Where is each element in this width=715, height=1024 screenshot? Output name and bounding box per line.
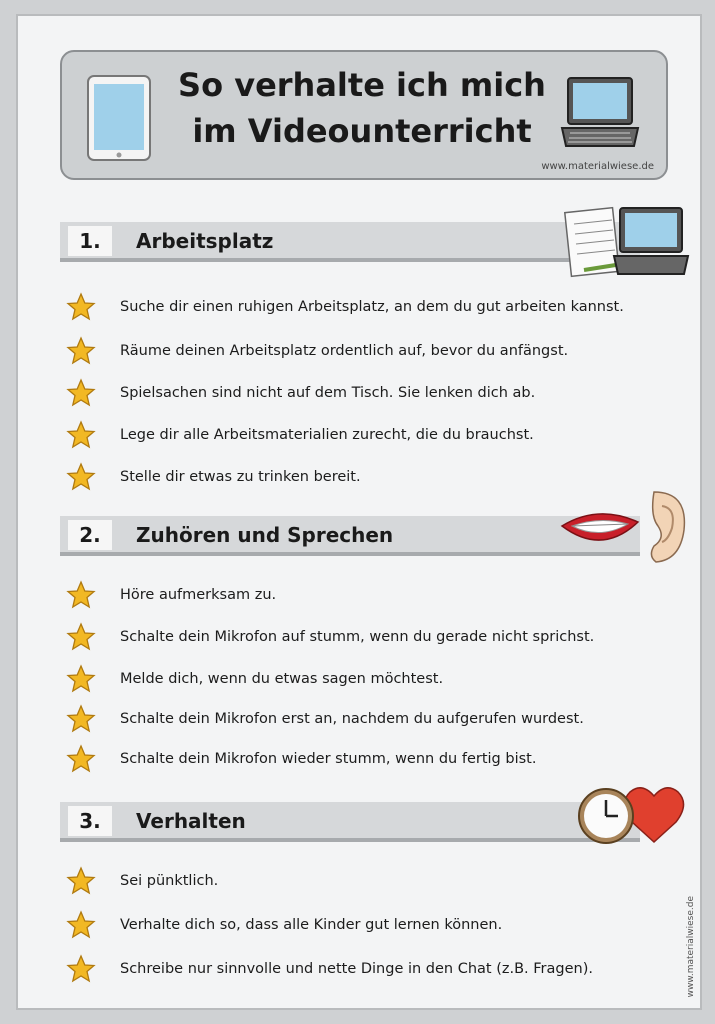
list-item (66, 290, 624, 324)
brand-url: www.materialwiese.de (541, 161, 654, 172)
title-line-1: So verhalte ich mich (178, 66, 546, 104)
star-icon (66, 378, 96, 408)
star-icon (66, 954, 96, 984)
item-text: Melde dich, wenn du etwas sagen möchtest. (120, 671, 444, 687)
star-icon (66, 580, 96, 610)
list-item (66, 460, 361, 494)
item-text: Schalte dein Mikrofon wieder stumm, wenn du fertig bist. (120, 751, 537, 767)
section-title: Zuhören und Sprechen (136, 523, 394, 547)
star-icon (66, 704, 96, 734)
side-brand-url: www.materialwiese.de (686, 896, 696, 998)
star-icon (66, 910, 96, 940)
star-icon (66, 420, 96, 450)
list-item (66, 952, 593, 986)
section-number: 1. (68, 226, 112, 256)
item-text: Sei pünktlich. (120, 873, 219, 889)
section-title: Verhalten (136, 809, 246, 833)
item-text: Räume deinen Arbeitsplatz ordentlich auf, bevor du anfängst. (120, 343, 569, 359)
section-number: 2. (68, 520, 112, 550)
list-item (66, 662, 443, 696)
mouth-ear-icon (558, 486, 692, 566)
item-text: Lege dir alle Arbeitsmaterialien zurecht, die du brauchst. (120, 427, 534, 443)
star-icon (66, 292, 96, 322)
list-item (66, 864, 218, 898)
section-2-header (60, 516, 640, 556)
list-item (66, 578, 276, 612)
notebook-laptop-icon (564, 204, 692, 280)
item-text: Schalte dein Mikrofon erst an, nachdem du aufgerufen wurdest. (120, 711, 584, 727)
star-icon (66, 462, 96, 492)
star-icon (66, 866, 96, 896)
item-text: Spielsachen sind nicht auf dem Tisch. Sie lenken dich ab. (120, 385, 536, 401)
poster (16, 14, 702, 1010)
list-item (66, 702, 584, 736)
section-1-header (60, 222, 640, 262)
page-title (162, 62, 562, 154)
star-icon (66, 744, 96, 774)
list-item (66, 418, 534, 452)
item-text: Schalte dein Mikrofon auf stumm, wenn du gerade nicht sprichst. (120, 629, 595, 645)
item-text: Verhalte dich so, dass alle Kinder gut lernen können. (120, 917, 503, 933)
item-text: Stelle dir etwas zu trinken bereit. (120, 469, 361, 485)
list-item (66, 620, 594, 654)
item-text: Höre aufmerksam zu. (120, 587, 277, 603)
laptop-icon (558, 76, 642, 154)
list-item (66, 376, 535, 410)
list-item (66, 742, 536, 776)
list-item (66, 334, 568, 368)
star-icon (66, 622, 96, 652)
tablet-icon (86, 74, 152, 162)
title-box (60, 50, 668, 180)
item-text: Suche dir einen ruhigen Arbeitsplatz, an dem du gut arbeiten kannst. (120, 299, 624, 315)
list-item (66, 908, 502, 942)
section-3-header (60, 802, 640, 842)
star-icon (66, 664, 96, 694)
star-icon (66, 336, 96, 366)
section-number: 3. (68, 806, 112, 836)
item-text: Schreibe nur sinnvolle und nette Dinge in den Chat (z.B. Fragen). (120, 961, 593, 977)
title-line-2: im Videounterricht (192, 112, 532, 150)
clock-heart-icon (576, 782, 688, 848)
section-title: Arbeitsplatz (136, 229, 274, 253)
